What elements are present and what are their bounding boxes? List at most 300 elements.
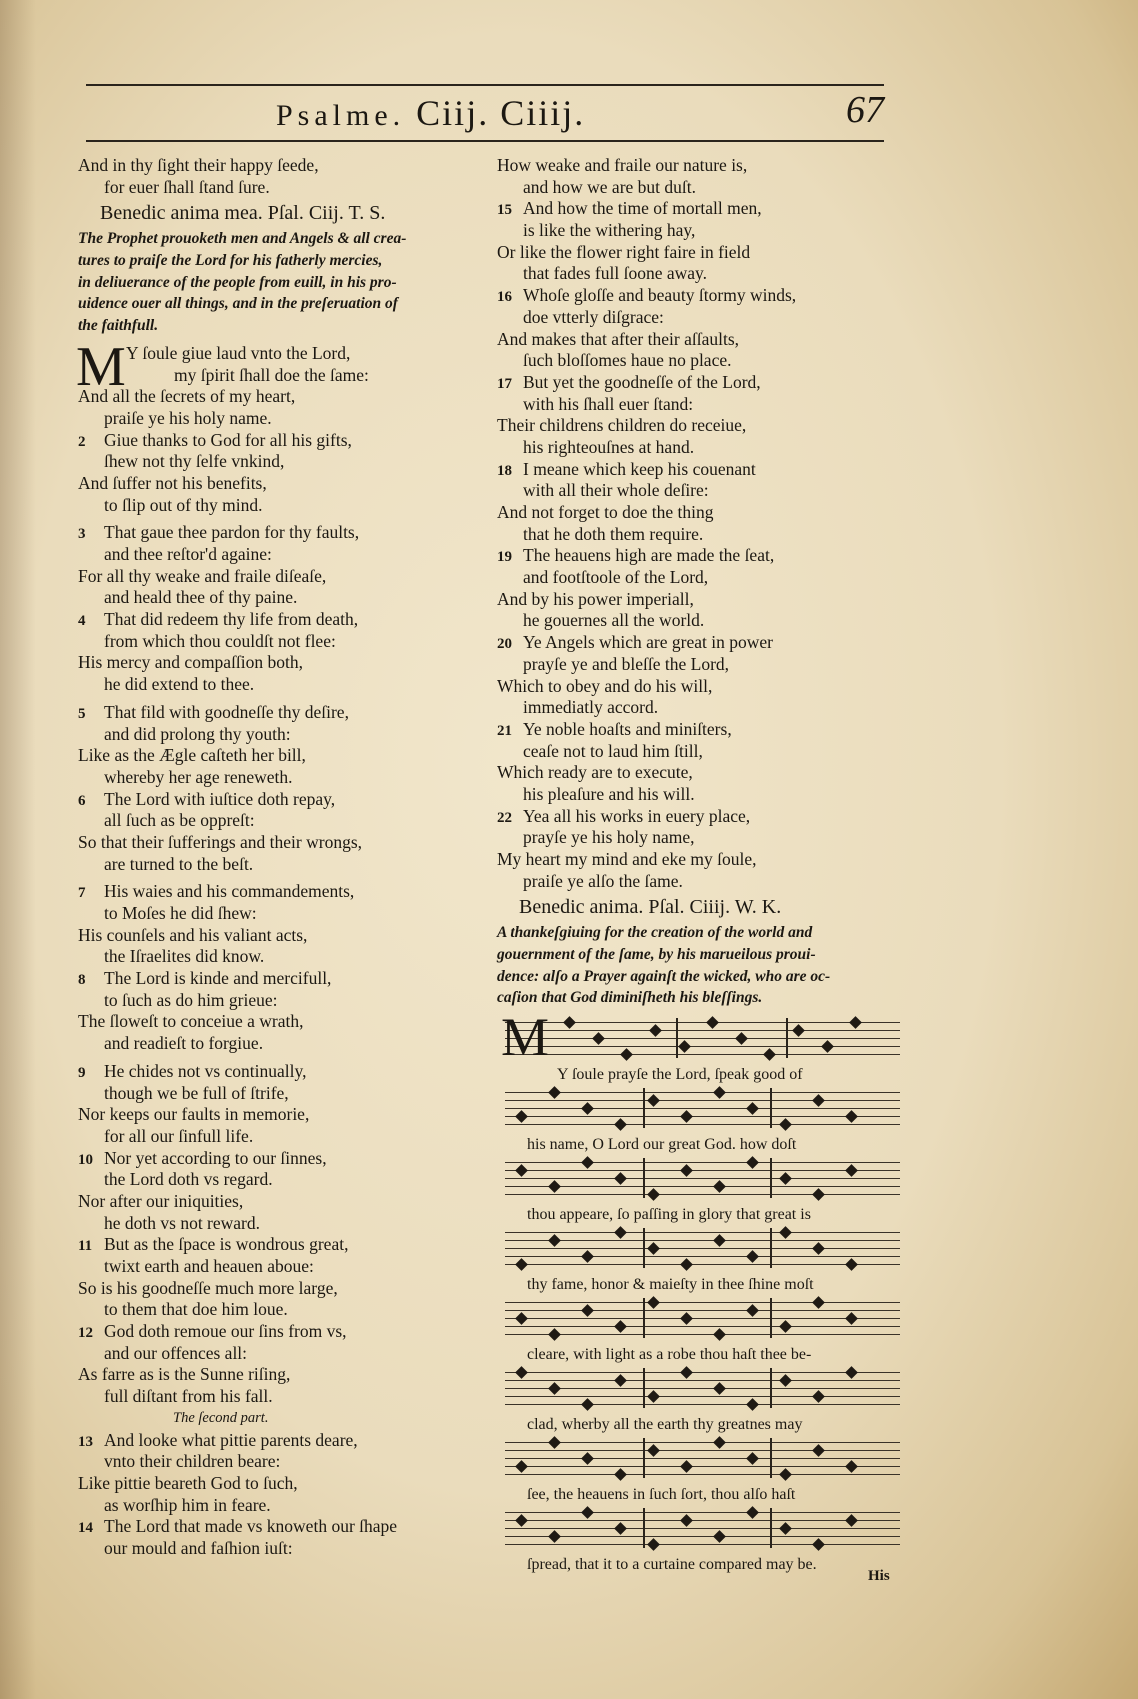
verse-line: Like as the Ægle caſteth her bill, — [78, 745, 306, 766]
bar-line — [676, 1018, 678, 1058]
staff-line — [505, 1162, 900, 1163]
verse-number: 22 — [497, 809, 512, 826]
psalm-title: Benedic anima. Pſal. Ciiij. W. K. — [519, 896, 782, 919]
staff-line — [505, 1240, 900, 1241]
verse-line-indented: with all their whole deſire: — [523, 480, 709, 501]
verse-line-indented: with his ſhall euer ſtand: — [523, 393, 694, 414]
verse-text: And how the time of mortall men, — [523, 198, 762, 219]
verse-line — [497, 459, 897, 481]
staff-line — [505, 1520, 900, 1521]
verse-line: And by his power imperiall, — [497, 588, 694, 609]
note-head — [746, 1156, 759, 1169]
staff-line — [505, 1512, 900, 1513]
note-head — [678, 1040, 691, 1053]
bar-line — [770, 1298, 772, 1338]
verse-line: And in thy ſight their happy ſeede, — [78, 155, 319, 175]
verse-text: He chides not vs continually, — [104, 1060, 307, 1081]
staff-line — [505, 1116, 900, 1117]
note-head — [515, 1312, 528, 1325]
note-head — [713, 1436, 726, 1449]
verse-line-indented: all ſuch as be oppreſt: — [104, 810, 255, 831]
psalm-argument: The Prophet prouoketh men and Angels & all crea- — [78, 230, 407, 248]
verse-line — [78, 1148, 473, 1170]
note-head — [792, 1024, 805, 1037]
verse-number: 8 — [78, 972, 86, 989]
verse-text: I meane which keep his couenant — [523, 458, 756, 479]
verse-line: His counſels and his valiant acts, — [78, 924, 308, 945]
note-head — [746, 1102, 759, 1115]
verse-text: The heauens high are made the ſeat, — [523, 545, 775, 566]
verse-line-indented: ſhew not thy ſelfe vnkind, — [104, 451, 285, 472]
music-staff — [505, 1088, 900, 1128]
running-head — [276, 92, 585, 134]
note-head — [649, 1024, 662, 1037]
verse-line-indented: whereby her age reneweth. — [104, 766, 293, 787]
staff-line — [505, 1396, 900, 1397]
note-head — [779, 1320, 792, 1333]
lyric-line: Y ſoule prayſe the Lord, ſpeak good of — [557, 1066, 803, 1083]
verse-number: 13 — [78, 1433, 93, 1450]
verse-number: 21 — [497, 722, 512, 739]
lyric-line: ſpread, that it to a curtaine compared may be. — [527, 1556, 817, 1573]
note-head — [779, 1522, 792, 1535]
note-head — [706, 1016, 719, 1029]
note-head — [779, 1172, 792, 1185]
staff-line — [505, 1092, 900, 1093]
staff-line — [505, 1334, 900, 1335]
bar-line — [643, 1228, 645, 1268]
note-head — [713, 1234, 726, 1247]
bar-line — [770, 1438, 772, 1478]
note-head — [647, 1538, 660, 1551]
note-head — [515, 1110, 528, 1123]
note-head — [620, 1048, 633, 1061]
verse-line-indented: and thee reſtor'd againe: — [104, 544, 272, 564]
note-head — [779, 1226, 792, 1239]
lyric-line: his name, O Lord our great God. how doſt — [527, 1136, 797, 1153]
note-head — [592, 1032, 605, 1045]
lyric-line: clad, wherby all the earth thy greatnes may — [527, 1416, 803, 1433]
staff-line — [505, 1544, 900, 1545]
verse-line-indented: ceaſe not to laud him ſtill, — [523, 740, 703, 761]
lyric-line: ſee, the heauens in ſuch ſort, thou alſo haſt — [527, 1486, 796, 1503]
note-head — [515, 1514, 528, 1527]
note-head — [845, 1366, 858, 1379]
verse-line: How weake and fraile our nature is, — [497, 155, 748, 175]
page-header — [86, 88, 884, 138]
note-head — [812, 1390, 825, 1403]
note-head — [548, 1234, 561, 1247]
verse-line: my ſpirit ſhall doe the ſame: — [174, 364, 369, 385]
staff-line — [505, 1326, 900, 1327]
note-head — [548, 1086, 561, 1099]
staff-line — [505, 1372, 900, 1373]
note-head — [746, 1452, 759, 1465]
lyric-line: thy fame, honor & maieſty in thee ſhine moſt — [527, 1276, 814, 1293]
staff-line — [505, 1100, 900, 1101]
staff-line — [505, 1458, 900, 1459]
verse-line-indented: that fades full ſoone away. — [523, 263, 708, 284]
note-head — [614, 1522, 627, 1535]
music-staff — [505, 1438, 900, 1478]
verse-line: Their childrens children do receiue, — [497, 415, 747, 436]
bar-line — [786, 1018, 788, 1058]
staff-line — [505, 1186, 900, 1187]
staff-line — [505, 1054, 900, 1055]
verse-line-indented: his pleaſure and his will. — [523, 783, 695, 804]
verse-text: Whoſe gloſſe and beauty ſtormy winds, — [523, 285, 797, 306]
note-head — [746, 1250, 759, 1263]
staff-line — [505, 1528, 900, 1529]
staff-line — [505, 1108, 900, 1109]
verse-line: So is his goodneſſe much more large, — [78, 1277, 338, 1298]
verse-line: My heart my mind and eke my ſoule, — [497, 849, 757, 869]
verse-line — [78, 789, 473, 811]
verse-line-indented: and how we are but duſt. — [523, 176, 697, 197]
verse-line-indented: and our offences all: — [104, 1342, 248, 1363]
music-staff — [505, 1298, 900, 1338]
verse-line-indented: vnto their children beare: — [104, 1451, 281, 1472]
note-head — [548, 1436, 561, 1449]
verse-text: Yea all his works in euery place, — [523, 805, 751, 826]
verse-text: The Lord with iuſtice doth repay, — [104, 788, 336, 809]
running-head-numbers: Ciij. Ciiij. — [405, 93, 586, 133]
verse-number: 17 — [497, 375, 512, 392]
staff-line — [505, 1248, 900, 1249]
staff-line — [505, 1466, 900, 1467]
note-head — [821, 1040, 834, 1053]
bar-line — [770, 1228, 772, 1268]
bar-line — [643, 1438, 645, 1478]
note-head — [548, 1328, 561, 1341]
note-head — [548, 1180, 561, 1193]
note-head — [548, 1382, 561, 1395]
verse-line-indented: to them that doe him loue. — [104, 1299, 288, 1320]
music-notation — [501, 1007, 900, 1578]
staff-line — [505, 1030, 900, 1031]
verse-line-indented: immediatly accord. — [523, 697, 659, 718]
psalm-title: Benedic anima mea. Pſal. Ciij. T. S. — [100, 202, 386, 225]
note-head — [746, 1304, 759, 1317]
verse-text: Ye noble hoaſts and miniſters, — [523, 718, 732, 739]
note-head — [581, 1102, 594, 1115]
psalm-argument: gouernment of the ſame, by his marueilous proui- — [497, 946, 816, 964]
note-head — [647, 1242, 660, 1255]
note-head — [647, 1094, 660, 1107]
verse-line — [78, 1234, 473, 1256]
note-head — [779, 1118, 792, 1131]
staff-line — [505, 1474, 900, 1475]
running-head-psalme: Psalme. — [276, 99, 406, 132]
verse-line — [78, 1516, 473, 1538]
verse-line-indented: he gouernes all the world. — [523, 610, 705, 631]
note-head — [614, 1468, 627, 1481]
note-head — [614, 1118, 627, 1131]
verse-line: Which ready are to execute, — [497, 762, 693, 783]
note-head — [614, 1320, 627, 1333]
verse-line-indented: his righteouſnes at hand. — [523, 436, 695, 457]
staff-line — [505, 1302, 900, 1303]
note-head — [515, 1164, 528, 1177]
note-head — [515, 1366, 528, 1379]
note-head — [746, 1506, 759, 1519]
verse-line: And not forget to doe the thing — [497, 502, 714, 522]
note-head — [812, 1242, 825, 1255]
note-head — [735, 1032, 748, 1045]
note-head — [746, 1398, 759, 1411]
verse-line: His mercy and compaſſion both, — [78, 652, 304, 673]
note-head — [614, 1374, 627, 1387]
verse-line — [497, 806, 897, 828]
verse-line-indented: and did prolong thy youth: — [104, 723, 291, 744]
verse-line — [497, 719, 897, 741]
bar-line — [643, 1088, 645, 1128]
music-staff — [505, 1508, 900, 1548]
note-head — [779, 1374, 792, 1387]
staff-line — [505, 1178, 900, 1179]
bar-line — [770, 1368, 772, 1408]
music-staff — [505, 1368, 900, 1408]
verse-number: 5 — [78, 705, 86, 722]
verse-line-indented: for all our ſinfull life. — [104, 1125, 254, 1146]
verse-number: 2 — [78, 433, 86, 450]
note-head — [647, 1444, 660, 1457]
verse-line — [78, 881, 473, 903]
music-staff — [501, 1007, 900, 1067]
note-head — [713, 1382, 726, 1395]
staff-line — [505, 1264, 900, 1265]
staff-line — [505, 1388, 900, 1389]
verse-line: Y ſoule giue laud vnto the Lord, — [126, 342, 351, 363]
verse-line: And ſuffer not his benefits, — [78, 472, 267, 493]
psalm-argument: caſion that God diminiſheth his bleſſings. — [497, 989, 763, 1007]
staff-line — [505, 1124, 900, 1125]
psalm-argument: A thankeſgiuing for the creation of the world and — [497, 924, 813, 942]
note-head — [647, 1188, 660, 1201]
verse-line — [78, 1061, 473, 1083]
verse-text: Ye Angels which are great in power — [523, 632, 773, 653]
note-head — [680, 1164, 693, 1177]
verse-text: And looke what pittie parents deare, — [104, 1429, 358, 1450]
staff-line — [505, 1442, 900, 1443]
note-head — [845, 1258, 858, 1271]
bar-line — [770, 1088, 772, 1128]
folio-number: 67 — [846, 89, 884, 131]
note-head — [647, 1296, 660, 1309]
verse-line: And makes that after their aſſaults, — [497, 328, 740, 349]
bar-line — [643, 1298, 645, 1338]
left-column — [78, 155, 473, 1560]
verse-number: 9 — [78, 1064, 86, 1081]
staff-line — [505, 1450, 900, 1451]
verse-text: But as the ſpace is wondrous great, — [104, 1234, 349, 1255]
note-head — [680, 1514, 693, 1527]
music-drop-cap: M — [501, 1007, 550, 1067]
verse-line-indented: from which thou couldſt not flee: — [104, 630, 336, 651]
bar-line — [770, 1508, 772, 1548]
note-head — [845, 1312, 858, 1325]
note-head — [614, 1226, 627, 1239]
note-head — [812, 1188, 825, 1201]
verse-line-indented: our mould and faſhion iuſt: — [104, 1537, 293, 1558]
verse-line: As farre as is the Sunne riſing, — [78, 1364, 291, 1385]
verse-line-indented: he doth vs not reward. — [104, 1212, 261, 1233]
verse-line — [497, 545, 897, 567]
verse-number: 7 — [78, 885, 86, 902]
verse-text: But yet the goodneſſe of the Lord, — [523, 371, 761, 392]
verse-text: That gaue thee pardon for thy faults, — [104, 522, 360, 543]
psalm-argument: dence: alſo a Prayer againſt the wicked, who are oc- — [497, 967, 831, 985]
staff-line — [505, 1170, 900, 1171]
note-head — [713, 1086, 726, 1099]
verse-text: Giue thanks to God for all his gifts, — [104, 429, 352, 450]
staff-line — [505, 1404, 900, 1405]
note-head — [849, 1016, 862, 1029]
verse-line — [497, 198, 897, 220]
verse-number: 3 — [78, 526, 86, 543]
note-head — [680, 1110, 693, 1123]
verse-line: Nor keeps our faults in memorie, — [78, 1104, 310, 1125]
verse-number: 18 — [497, 462, 512, 479]
note-head — [845, 1460, 858, 1473]
verse-line-indented: to ſlip out of thy mind. — [104, 494, 263, 515]
psalm-argument: the faithfull. — [78, 317, 159, 335]
verse-line-indented: for euer ſhall ſtand ſure. — [104, 176, 270, 197]
verse-number: 12 — [78, 1325, 93, 1342]
verse-number: 16 — [497, 289, 512, 306]
verse-line-indented: are turned to the beſt. — [104, 853, 254, 874]
lyric-line: thou appeare, ſo paſſing in glory that great is — [527, 1206, 811, 1223]
verse-line: Or like the flower right faire in field — [497, 241, 751, 262]
verse-line: The ſloweſt to conceiue a wrath, — [78, 1011, 304, 1032]
note-head — [713, 1328, 726, 1341]
verse-line — [78, 522, 473, 544]
note-head — [581, 1398, 594, 1411]
verse-line — [497, 285, 897, 307]
verse-text: That did redeem thy life from death, — [104, 609, 359, 630]
verse-line-indented: prayſe ye and bleſſe the Lord, — [523, 653, 730, 674]
verse-line-indented: as worſhip him in feare. — [104, 1494, 271, 1515]
verse-line-indented: to Moſes he did ſhew: — [104, 903, 257, 923]
note-head — [680, 1312, 693, 1325]
staff-line — [505, 1380, 900, 1381]
verse-line — [78, 609, 473, 631]
verse-text: Nor yet according to our ſinnes, — [104, 1147, 327, 1168]
verse-number: 4 — [78, 613, 86, 630]
verse-line-indented: twixt earth and heauen aboue: — [104, 1256, 314, 1276]
verse-line-indented: prayſe ye his holy name, — [523, 827, 695, 848]
music-staff — [505, 1228, 900, 1268]
verse-line — [497, 372, 897, 394]
verse-text: The Lord is kinde and mercifull, — [104, 968, 332, 989]
staff-line — [505, 1318, 900, 1319]
bar-line — [643, 1508, 645, 1548]
note-head — [581, 1452, 594, 1465]
bar-line — [643, 1158, 645, 1198]
bar-line — [643, 1368, 645, 1408]
bar-line — [770, 1158, 772, 1198]
lyric-line: cleare, with light as a robe thou haſt thee be- — [527, 1346, 812, 1363]
verse-line-indented: the Iſraelites did know. — [104, 946, 265, 967]
verse-line: So that their ſufferings and their wrongs, — [78, 831, 362, 852]
verse-text: His waies and his commandements, — [104, 881, 355, 902]
verse-line-indented: though we be full of ſtrife, — [104, 1082, 289, 1103]
right-column — [497, 155, 897, 1009]
note-head — [581, 1250, 594, 1263]
staff-line — [505, 1536, 900, 1537]
note-head — [614, 1172, 627, 1185]
music-staff — [505, 1158, 900, 1198]
note-head — [680, 1258, 693, 1271]
drop-cap: M — [76, 335, 126, 398]
note-head — [647, 1390, 660, 1403]
verse-text: The Lord that made vs knoweth our ſhape — [104, 1516, 398, 1537]
note-head — [845, 1164, 858, 1177]
verse-line-indented: and readieſt to forgiue. — [104, 1033, 264, 1054]
verse-line-indented: doe vtterly diſgrace: — [523, 306, 664, 327]
note-head — [779, 1468, 792, 1481]
note-head — [515, 1258, 528, 1271]
verse-line: For all thy weake and fraile diſeaſe, — [78, 565, 327, 586]
verse-number: 11 — [78, 1238, 93, 1255]
staff-line — [505, 1194, 900, 1195]
verse-line-indented: praiſe ye alſo the ſame. — [523, 870, 683, 891]
verse-number: 10 — [78, 1151, 93, 1168]
verse-line — [497, 632, 897, 654]
verse-line: Nor after our iniquities, — [78, 1190, 244, 1211]
note-head — [713, 1530, 726, 1543]
verse-line-indented: to ſuch as do him grieue: — [104, 989, 278, 1010]
note-head — [845, 1110, 858, 1123]
part-heading: The ſecond part. — [173, 1409, 269, 1426]
note-head — [713, 1180, 726, 1193]
note-head — [563, 1016, 576, 1029]
verse-line — [78, 702, 473, 724]
verse-line-indented: and footſtoole of the Lord, — [523, 567, 709, 588]
verse-line — [78, 430, 473, 452]
verse-number: 15 — [497, 202, 512, 219]
verse-line-indented: is like the withering hay, — [523, 220, 696, 241]
verse-line-indented: praiſe ye his holy name. — [104, 407, 272, 428]
verse-text: That fild with goodneſſe thy deſire, — [104, 701, 349, 722]
staff-line — [505, 1038, 900, 1039]
note-head — [764, 1048, 777, 1061]
note-head — [812, 1094, 825, 1107]
psalm-argument: tures to praiſe the Lord for his fatherly mercies, — [78, 252, 383, 270]
verse-line-indented: that he doth them require. — [523, 523, 704, 544]
note-head — [845, 1514, 858, 1527]
verse-line-indented: ſuch bloſſomes haue no place. — [523, 350, 732, 371]
verse-number: 6 — [78, 792, 86, 809]
verse-line — [78, 1430, 473, 1452]
header-rule — [86, 140, 884, 142]
note-head — [812, 1444, 825, 1457]
verse-line — [78, 968, 473, 990]
page-gutter-shadow — [0, 0, 36, 1699]
verse-number: 20 — [497, 636, 512, 653]
verse-line: Like pittie beareth God to ſuch, — [78, 1472, 298, 1493]
catchword: His — [868, 1568, 890, 1584]
verse-text: God doth remoue our ſins from vs, — [104, 1321, 347, 1342]
staff-line — [505, 1256, 900, 1257]
top-rule — [86, 84, 884, 86]
note-head — [548, 1530, 561, 1543]
note-head — [680, 1460, 693, 1473]
note-head — [515, 1460, 528, 1473]
psalm-argument: uidence ouer all things, and in the preſeruation of — [78, 295, 398, 313]
note-head — [812, 1296, 825, 1309]
verse-line-indented: the Lord doth vs regard. — [104, 1169, 273, 1190]
